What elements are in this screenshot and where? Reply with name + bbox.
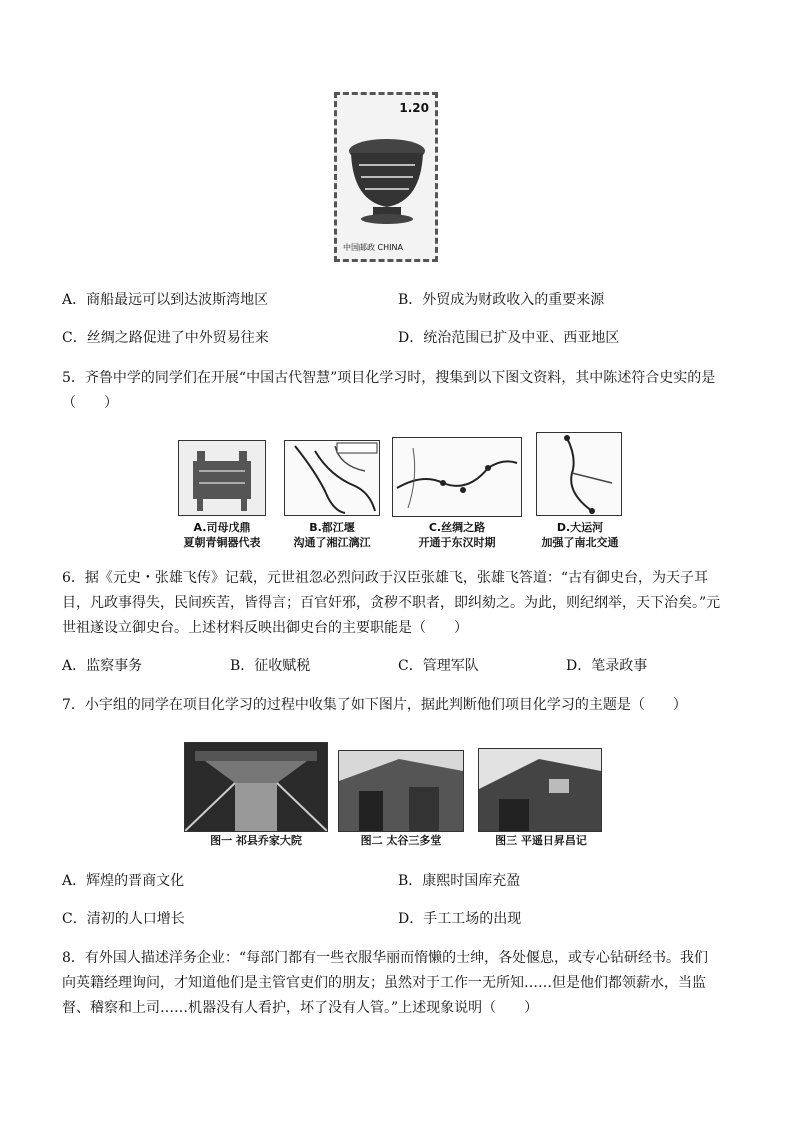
stamp-image (334, 92, 438, 262)
q6-question: 6．据《元史・张雄飞传》记载，元世祖忽必烈问政于汉臣张雄飞，张雄飞答道：“古有御史台，为天子耳目，凡政事得失，民间疾苦，皆得言；百官奸邪，贪秽不职者，即纠劾之。为此，则纪纲举，天下治矣。”元世祖遂设立御史台。上述材料反映出御史台的主要职能是（ ） (62, 570, 721, 636)
q6-option-c[interactable]: C．管理军队 (398, 658, 479, 674)
q7-image-qiao-courtyard (184, 742, 328, 832)
q5-caption-a: A.司母戊鼎 夏朝青铜器代表 (183, 521, 261, 549)
stamp-country: 中国邮政 CHINA (343, 243, 403, 252)
q4-option-c[interactable]: C．丝绸之路促进了中外贸易往来 (62, 330, 269, 346)
q7-caption-2: 图二 太谷三多堂 (360, 834, 442, 847)
q7-option-c[interactable]: C．清初的人口增长 (62, 911, 185, 927)
q5-image-grand-canal-map (536, 432, 622, 516)
q8-question: 8．有外国人描述洋务企业：“每部门都有一些衣服华丽而惰懒的士绅，各处偃息，或专心钻研经书。我们向英籍经理询问，才知道他们是主管官吏们的朋友；虽然对于工作一无所知……但是他们都领薪水，当监督、稽察和上司……机器没有人看护，坏了没有人管。”上述现象说明（ ） (62, 950, 709, 1016)
q5-question-line2: （ ） (62, 395, 118, 411)
q5-caption-b: B.都江堰 沟通了湘江漓江 (293, 521, 371, 549)
q7-caption-3: 图三 平遥日昇昌记 (495, 834, 587, 847)
bronze-vessel-illustration (343, 121, 431, 231)
q7-caption-1: 图一 祁县乔家大院 (210, 834, 302, 847)
q6-option-d[interactable]: D．笔录政事 (566, 658, 648, 674)
q5-caption-d: D.大运河 加强了南北交通 (541, 521, 619, 549)
q5-question-line1: 5．齐鲁中学的同学们在开展“中国古代智慧”项目化学习时，搜集到以下图文资料，其中陈述符合史实的是 (62, 370, 716, 386)
q7-image-sanduotang (338, 750, 464, 832)
q5-caption-c: C.丝绸之路 开通于东汉时期 (418, 521, 496, 549)
stamp-price: 1.20 (399, 101, 429, 115)
q6-option-b[interactable]: B．征收赋税 (230, 658, 311, 674)
q7-image-rishengchang (478, 748, 602, 832)
q4-option-d[interactable]: D．统治范围已扩及中亚、西亚地区 (398, 330, 620, 346)
q6-option-a[interactable]: A．监察事务 (62, 658, 143, 674)
q7-option-b[interactable]: B．康熙时国库充盈 (398, 873, 521, 889)
q4-option-a[interactable]: A．商船最远可以到达波斯湾地区 (62, 292, 269, 308)
q5-image-ding (178, 440, 266, 516)
q5-image-dujiangyan-map (284, 440, 380, 516)
q4-option-b[interactable]: B．外贸成为财政收入的重要来源 (398, 292, 605, 308)
q7-option-d[interactable]: D．手工工场的出现 (398, 911, 522, 927)
q5-image-silk-road-map (392, 437, 522, 517)
q7-question: 7．小宇组的同学在项目化学习的过程中收集了如下图片，据此判断他们项目化学习的主题是（ ） (62, 697, 687, 713)
q7-option-a[interactable]: A．辉煌的晋商文化 (62, 873, 185, 889)
